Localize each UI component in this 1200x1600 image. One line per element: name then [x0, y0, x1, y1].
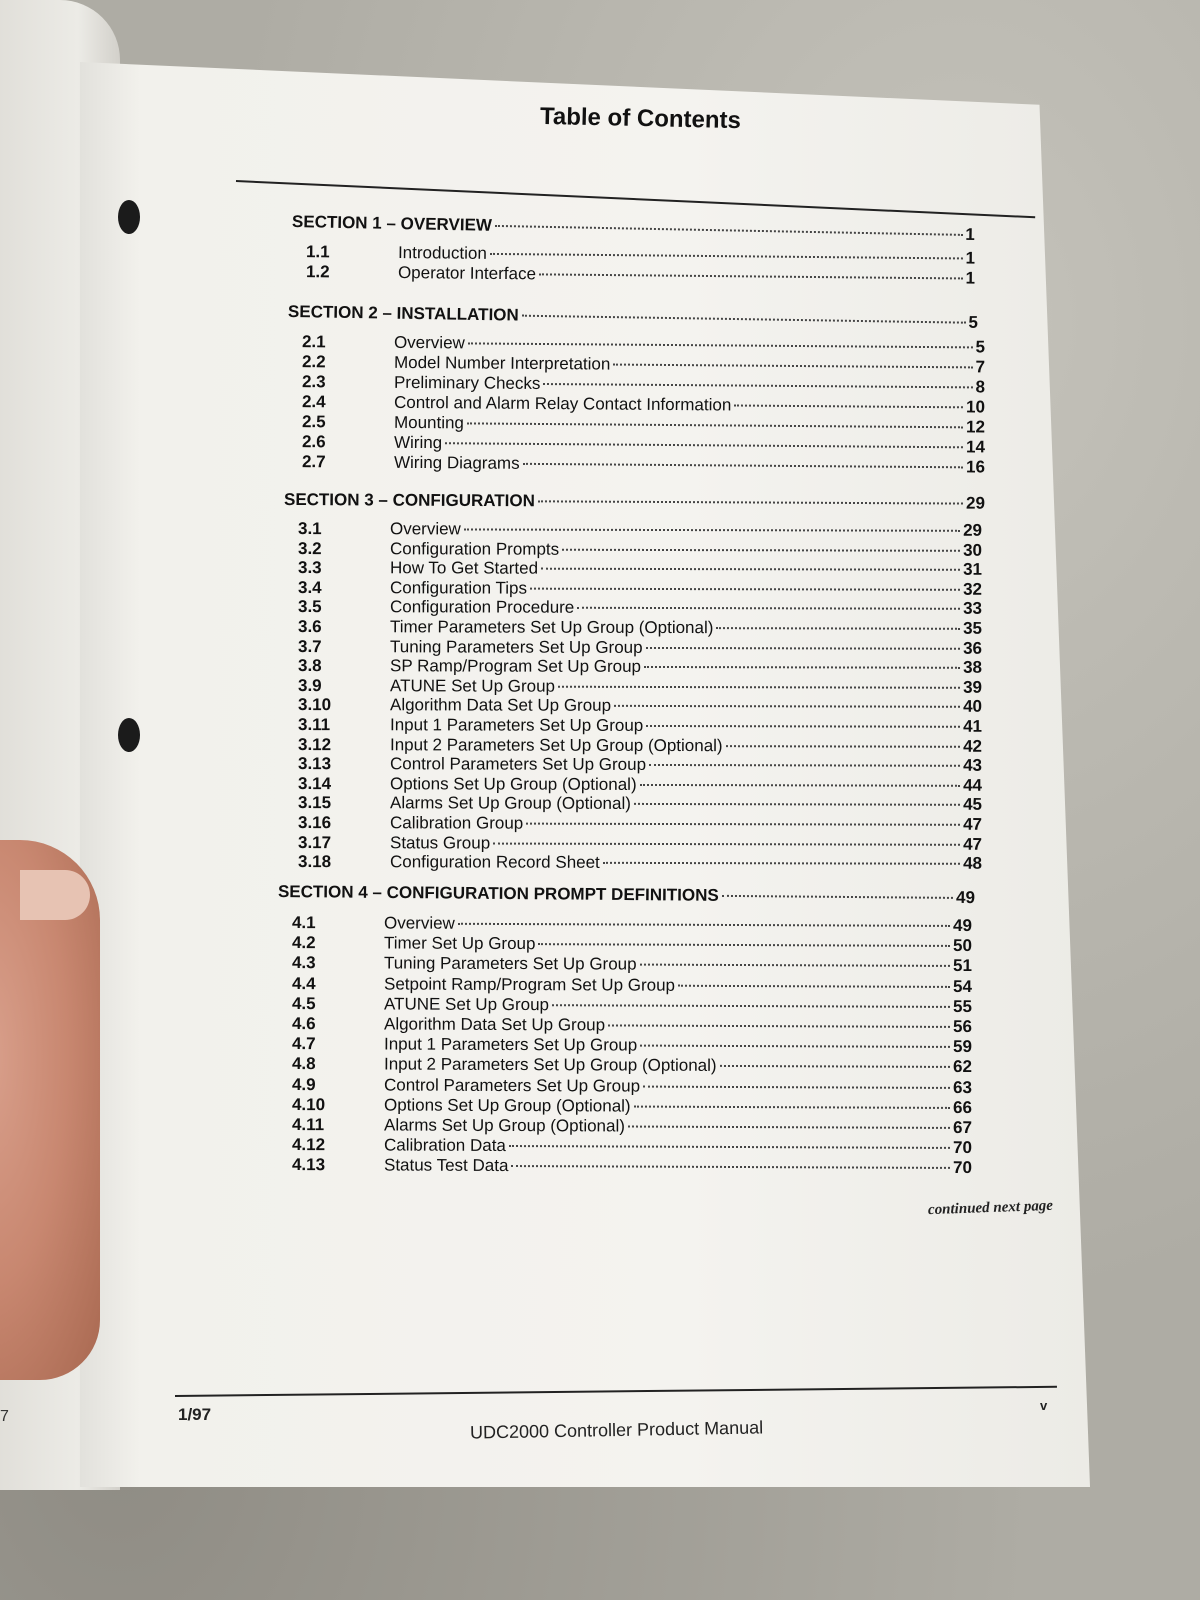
- toc-entry-page: 70: [953, 1158, 973, 1178]
- dot-leader: [493, 842, 960, 845]
- toc-entry-number: 3.12: [297, 734, 332, 754]
- toc-entry-page: 56: [953, 1016, 973, 1037]
- toc-entry-page: 7: [975, 357, 986, 377]
- toc-entry-title: Overview: [393, 332, 465, 353]
- dot-leader: [530, 587, 960, 590]
- dot-leader: [541, 568, 960, 571]
- toc-entry-page: 39: [963, 677, 983, 697]
- toc-entry: [278, 953, 972, 976]
- dot-leader: [640, 964, 950, 967]
- toc-entry: [284, 813, 982, 835]
- dot-leader: [464, 528, 960, 531]
- toc-entry-number: 3.5: [297, 597, 322, 617]
- toc-entry-number: 3.3: [297, 558, 322, 578]
- toc-section-page: 29: [966, 493, 986, 513]
- dot-leader: [613, 364, 972, 369]
- toc-entry: [284, 735, 982, 757]
- toc-section-3: [284, 490, 985, 514]
- toc-entry-title: Preliminary Checks: [393, 372, 541, 393]
- toc-entry-title: Tuning Parameters Set Up Group: [389, 636, 643, 657]
- toc-entry-page: 5: [975, 337, 986, 357]
- dot-leader: [646, 725, 960, 728]
- dot-leader: [468, 342, 973, 348]
- dot-leader: [522, 315, 966, 324]
- dot-leader: [614, 705, 960, 708]
- dot-leader: [552, 1004, 950, 1008]
- toc-section-page: 5: [968, 312, 979, 332]
- toc-entry-number: 3.16: [297, 813, 332, 833]
- dot-leader: [722, 895, 953, 899]
- toc-entry-number: 4.11: [291, 1115, 325, 1135]
- toc-entry: [284, 539, 982, 561]
- toc-entry-title: Alarms Set Up Group (Optional): [389, 793, 631, 814]
- toc-entry: [278, 1095, 972, 1118]
- toc-entry-page: 31: [963, 559, 983, 580]
- dot-leader: [634, 1105, 950, 1108]
- toc-entry-title: Options Set Up Group (Optional): [383, 1095, 631, 1116]
- toc-entry-title: Configuration Record Sheet: [389, 852, 600, 873]
- toc-entry: [284, 558, 982, 580]
- toc-entry-page: 1: [965, 268, 976, 288]
- dot-leader: [726, 745, 960, 748]
- toc-entry: [284, 754, 982, 776]
- toc-section-label: SECTION 2 – INSTALLATION: [287, 302, 519, 325]
- toc-entry-title: Control Parameters Set Up Group: [389, 754, 647, 775]
- dot-leader: [734, 405, 963, 409]
- dot-leader: [603, 862, 960, 865]
- toc-entry: [284, 519, 982, 541]
- toc-entry: [284, 852, 982, 874]
- toc-entry: [278, 1075, 972, 1098]
- toc-entry-number: 4.2: [291, 933, 316, 953]
- toc-entry-title: Alarms Set Up Group (Optional): [383, 1115, 625, 1136]
- toc-entry-number: 3.7: [297, 636, 322, 656]
- toc-entry-number: 2.7: [301, 452, 326, 472]
- toc-entry-number: 2.2: [301, 352, 326, 372]
- toc-entry-number: 4.5: [291, 993, 316, 1013]
- dot-leader: [526, 823, 960, 826]
- toc-entry-number: 4.10: [291, 1094, 326, 1115]
- toc-entry-page: 1: [965, 248, 976, 268]
- toc-entry-number: 3.1: [297, 519, 322, 539]
- toc-entry-page: 67: [953, 1117, 973, 1138]
- toc-entry-title: Overview: [383, 913, 455, 933]
- dot-leader: [640, 1045, 950, 1048]
- toc-entry: [284, 695, 982, 717]
- toc-entry-page: 16: [965, 457, 986, 477]
- toc-entry-number: 3.8: [297, 656, 322, 676]
- toc-entry-number: 4.3: [291, 953, 316, 973]
- toc-entry-page: 48: [963, 853, 983, 874]
- toc-entry-page: 51: [953, 956, 973, 976]
- toc-entry-title: Model Number Interpretation: [393, 352, 611, 374]
- dot-leader: [649, 764, 960, 767]
- dot-leader: [539, 273, 963, 279]
- toc-entry-number: 2.3: [301, 372, 326, 392]
- toc-entry-page: 54: [953, 976, 973, 996]
- toc-entry-page: 47: [963, 834, 983, 854]
- toc-entry-title: Configuration Prompts: [389, 538, 560, 559]
- toc-entry-number: 4.6: [291, 1014, 316, 1034]
- dot-leader: [562, 548, 960, 551]
- thumb-holding-page: [0, 840, 100, 1380]
- toc-entry-title: Input 1 Parameters Set Up Group: [389, 715, 644, 735]
- toc-entry-title: Configuration Tips: [389, 578, 528, 598]
- toc-entry-number: 2.4: [301, 392, 326, 412]
- dot-leader: [628, 1126, 950, 1129]
- toc-entry-page: 10: [965, 397, 986, 417]
- toc-entry-title: Status Test Data: [383, 1155, 509, 1176]
- toc-entry-number: 3.10: [297, 695, 332, 715]
- toc-entry-page: 44: [963, 775, 983, 795]
- toc-entry-page: 47: [963, 814, 983, 834]
- toc-entry-title: Options Set Up Group (Optional): [389, 774, 637, 794]
- toc-entry-title: Wiring: [393, 432, 443, 453]
- toc-entry-number: 4.1: [291, 913, 316, 933]
- toc-entry-title: Configuration Procedure: [389, 597, 575, 618]
- toc-entry-title: SP Ramp/Program Set Up Group: [389, 656, 642, 677]
- dot-leader: [643, 1085, 950, 1088]
- toc-entry-page: 50: [953, 936, 973, 956]
- dot-leader: [543, 383, 972, 388]
- toc-section-1: [292, 212, 975, 245]
- dot-leader: [458, 923, 950, 927]
- dot-leader: [577, 607, 960, 610]
- toc-entry-page: 36: [963, 638, 983, 658]
- toc-entry-page: 32: [963, 579, 983, 599]
- toc-entry-title: Input 2 Parameters Set Up Group (Optional): [389, 734, 723, 755]
- toc-entry-page: 63: [953, 1077, 973, 1097]
- toc-entry-number: 3.11: [297, 715, 331, 735]
- toc-section-2: [288, 302, 978, 333]
- toc-entry-title: Setpoint Ramp/Program Set Up Group: [383, 974, 676, 995]
- toc-entry-title: Wiring Diagrams: [393, 452, 520, 473]
- toc-entry-title: Control Parameters Set Up Group: [383, 1075, 641, 1096]
- toc-entry-title: Tuning Parameters Set Up Group: [383, 953, 637, 974]
- toc-entry-page: 30: [963, 540, 983, 560]
- toc-entry-page: 33: [963, 599, 983, 619]
- toc-entry: [278, 1155, 972, 1178]
- toc-entry-title: Timer Set Up Group: [383, 933, 536, 954]
- toc-entry-page: 43: [963, 755, 983, 776]
- toc-entry-title: ATUNE Set Up Group: [389, 676, 556, 696]
- footer-manual-title: UDC2000 Controller Product Manual: [469, 1417, 764, 1443]
- page-title: Table of Contents: [539, 102, 742, 135]
- toc-entry: [284, 833, 982, 855]
- toc-entry-title: Calibration Group: [389, 813, 524, 833]
- continued-note: continued next page: [927, 1197, 1054, 1219]
- toc-entry-number: 3.9: [297, 675, 322, 695]
- dot-leader: [608, 1024, 950, 1027]
- toc-entry-title: Introduction: [397, 243, 487, 263]
- toc-entry-title: Algorithm Data Set Up Group: [383, 1014, 606, 1035]
- toc-entry-page: 35: [963, 618, 983, 638]
- toc-entry-number: 3.14: [297, 773, 332, 793]
- toc-entry-number: 1.1: [305, 242, 330, 262]
- footer-date: 1/97: [178, 1405, 212, 1424]
- dot-leader: [467, 422, 963, 428]
- toc-entry-number: 3.4: [297, 577, 322, 597]
- dot-leader: [538, 500, 963, 504]
- toc-entry: [284, 793, 982, 815]
- toc-entry-number: 4.9: [291, 1074, 316, 1094]
- toc-entry-number: 3.2: [297, 538, 322, 558]
- toc-entry-page: 59: [953, 1037, 973, 1057]
- toc-entry-page: 38: [963, 657, 983, 678]
- toc-entry-title: Input 2 Parameters Set Up Group (Optional): [383, 1054, 717, 1076]
- toc-entry-page: 70: [953, 1138, 973, 1158]
- toc-entry-number: 4.8: [291, 1054, 316, 1074]
- toc-entry-number: 3.17: [297, 832, 332, 852]
- toc-entry-number: 4.7: [291, 1034, 316, 1054]
- toc-entry-title: Input 1 Parameters Set Up Group: [383, 1034, 638, 1055]
- toc-entry: [278, 974, 972, 997]
- toc-entry-title: Status Group: [389, 832, 491, 853]
- toc-entry: [284, 715, 982, 737]
- dot-leader: [644, 666, 960, 669]
- toc-entry-page: 41: [963, 716, 983, 736]
- toc-section-label: SECTION 3 – CONFIGURATION: [283, 490, 535, 511]
- toc-entry-number: 3.6: [297, 617, 322, 637]
- dot-leader: [490, 253, 963, 260]
- dot-leader: [716, 627, 960, 630]
- toc-entry-title: ATUNE Set Up Group: [383, 994, 550, 1014]
- toc-entry-page: 49: [953, 915, 973, 936]
- toc-section-4: [278, 882, 975, 908]
- toc-section-page: 49: [955, 887, 976, 908]
- toc-entry-title: Timer Parameters Set Up Group (Optional): [389, 617, 714, 638]
- toc-entry-page: 29: [963, 520, 983, 540]
- toc-entry-number: 3.13: [297, 754, 332, 774]
- dot-leader: [678, 984, 950, 987]
- toc-entry-number: 4.13: [291, 1155, 326, 1175]
- thumbnail-highlight: [20, 870, 90, 920]
- toc-entry: [284, 597, 982, 619]
- toc-entry-page: 14: [965, 437, 986, 457]
- dot-leader: [558, 686, 960, 689]
- toc-entry-number: 3.15: [297, 793, 332, 813]
- toc-entry: [284, 656, 982, 678]
- toc-entry-page: 55: [953, 996, 973, 1016]
- dot-leader: [445, 442, 963, 448]
- toc-entry-title: Overview: [389, 519, 461, 539]
- toc-entry-title: Control and Alarm Relay Contact Information: [393, 392, 732, 415]
- toc-entry-page: 40: [963, 697, 983, 717]
- toc-entry-page: 62: [953, 1057, 973, 1077]
- toc-entry: [278, 994, 972, 1017]
- dot-leader: [538, 943, 950, 947]
- toc-entry-title: Mounting: [393, 412, 465, 433]
- toc-entry-page: 8: [975, 377, 986, 397]
- dot-leader: [720, 1065, 950, 1068]
- toc-entry: [284, 617, 982, 639]
- toc-entry-page: 66: [953, 1097, 973, 1117]
- toc-entry-page: 45: [963, 795, 983, 815]
- toc-section-label: SECTION 4 – CONFIGURATION PROMPT DEFINITIONS: [277, 882, 719, 905]
- toc-entry: [284, 637, 982, 659]
- toc-entry-page: 42: [963, 736, 983, 756]
- toc-section-label: SECTION 1 – OVERVIEW: [291, 212, 493, 235]
- dot-leader: [509, 1145, 950, 1149]
- dot-leader: [646, 647, 960, 650]
- dot-leader: [523, 463, 963, 468]
- dot-leader: [640, 784, 960, 787]
- dot-leader: [495, 225, 963, 236]
- toc-entry-number: 1.2: [305, 262, 330, 282]
- footer-page-number: v: [1040, 1398, 1048, 1413]
- toc-entry-page: 12: [965, 417, 986, 437]
- toc-entry-number: 4.12: [291, 1135, 326, 1155]
- toc-entry-number: 2.1: [301, 332, 326, 352]
- toc-entry-number: 4.4: [291, 973, 316, 993]
- toc-entry-title: Operator Interface: [397, 263, 537, 284]
- toc-entry: [288, 452, 985, 477]
- toc-section-page: 1: [965, 224, 976, 245]
- toc-entry-title: Calibration Data: [383, 1135, 506, 1156]
- toc-entry-title: How To Get Started: [389, 558, 539, 578]
- toc-entry-number: 2.5: [301, 412, 326, 432]
- dot-leader: [634, 803, 960, 806]
- toc-entry: [278, 1054, 972, 1077]
- left-page-number: 7: [0, 1408, 9, 1425]
- dot-leader: [511, 1165, 950, 1169]
- toc-entry-number: 2.6: [301, 432, 326, 452]
- toc-entry-number: 3.18: [297, 852, 332, 872]
- toc-entry-title: Algorithm Data Set Up Group: [389, 695, 612, 716]
